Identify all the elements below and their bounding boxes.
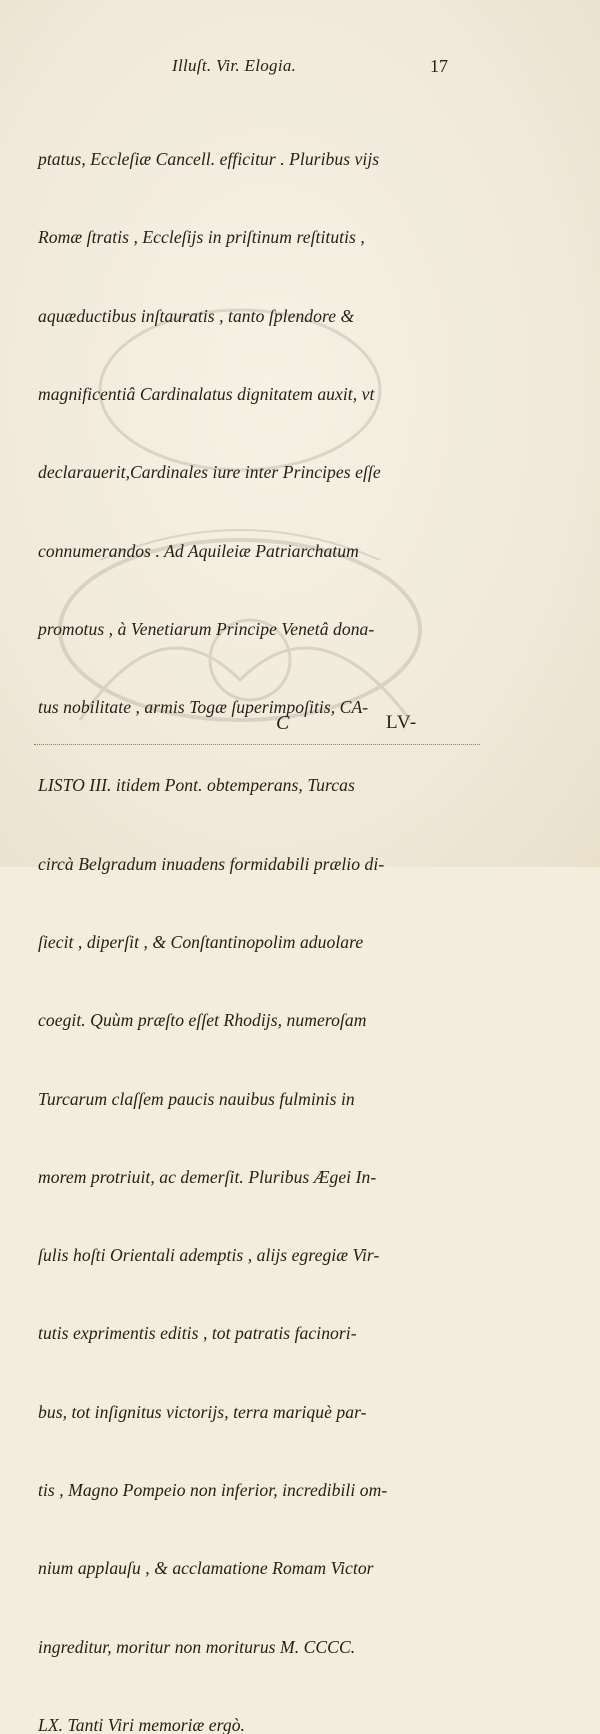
text-line: bus, tot inſignitus victorijs, terra mariquè par- (38, 1401, 367, 1422)
text-line: magnificentiâ Cardinalatus dignitatem auxit, vt (38, 384, 375, 405)
catchword: LV- (386, 712, 418, 733)
text-line: declarauerit,Cardinales iure inter Principes eſſe (38, 462, 381, 483)
page-edge-line (34, 744, 480, 745)
text-line: LX. Tanti Viri memoriæ ergò. (38, 1714, 246, 1734)
text-line: ptatus, Eccleſiæ Cancell. efficitur . Pluribus vijs (38, 149, 380, 170)
text-line: connumerandos . Ad Aquileiæ Patriarchatum (38, 540, 359, 561)
text-line: ingreditur, moritur non moriturus M. CCCC. (38, 1636, 356, 1657)
text-line: tis , Magno Pompeio non inferior, incredibili om- (38, 1479, 388, 1500)
text-line: ſiecit , diperſit , & Conſtantinopolim aduolare (38, 932, 364, 952)
text-line: Romæ ſtratis , Eccleſijs in priſtinum reſtitutis , (38, 227, 365, 248)
text-line: Turcarum claſſem paucis nauibus fulminis in (38, 1088, 355, 1109)
text-line: ſulis hoſti Orientali ademptis , alijs egregiæ Vir- (38, 1245, 380, 1266)
text-line: circà Belgradum inuadens formidabili prælio di- (38, 853, 385, 874)
text-line: promotus , à Venetiarum Principe Venetâ dona- (38, 618, 375, 639)
text-line: tutis exprimentis editis , tot patratis facinori- (38, 1323, 357, 1344)
page-footer (0, 708, 600, 744)
text-line: LISTO III. itidem Pont. obtemperans, Turcas (38, 775, 355, 796)
page-number: 17 (430, 56, 448, 76)
text-line: morem protriuit, ac demerſit. Pluribus Ægei In- (38, 1166, 377, 1187)
page-header (0, 52, 600, 82)
running-title: Illuſt. Vir. Elogia. (172, 56, 297, 75)
text-line: nium applauſu , & acclamatione Romam Victor (38, 1558, 374, 1579)
text-line: aquæductibus inſtauratis , tanto ſplendore & (38, 305, 355, 326)
signature-mark: C (276, 712, 290, 734)
text-line: coegit. Quùm præſto eſſet Rhodijs, numeroſam (38, 1010, 367, 1031)
elogium-text (38, 94, 478, 1734)
text-line: tus nobilitate , armis Togæ ſuperimpoſitis, CA- (38, 697, 369, 718)
